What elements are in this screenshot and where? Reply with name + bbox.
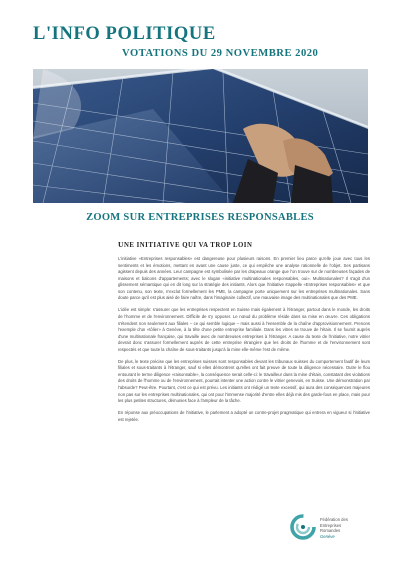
article-paragraph: De plus, le texte précise que les entreprises suisses sont responsables devant les tribunaux suisses du comportement fautif de leurs filiales et sous-traitants à l'étranger, sauf si elles démontrent qu'elles ont fait preuve de toute la diligence nécessaire. Outre le flou entourant le terme diligence «raisonnable», la conséquence serait celle-ci: le travailleur dans la mine d'étain, constatant des violations des droits de l'homme ou de l'environnement, pourrait intenter une action contre le vitrier genevois, en Suisse. Une démonstration par l'absurde? Peut-être. Pourtant, c'est ce qui est prévu. Les initiants ont rédigé un texte excessif, qui aura des conséquences majeures non pas sur les entreprises multinationales, qui ont pour l'immense majorité d'entre elles déjà mis des garde-fous en place, mais pour les plus petites structures, démunies face à l'ampleur de la tâche. — [118, 358, 370, 404]
article-title-rest: NE INITIATIVE QUI VA TROP LOIN — [123, 242, 253, 249]
section-prefix: ZOOM SUR — [86, 212, 146, 223]
fer-logo-icon — [290, 514, 316, 540]
fer-logo — [290, 514, 370, 554]
article-paragraph: L'idée est simple: s'assurer que les entreprises respectent en Suisse mais également à l'étranger, partout dans le monde, les droits de l'homme et de l'environnement. Difficile de s'y opposer. Le nœud du problème réside dans sa mise en œuvre. Ces obligations s'étendent non seulement aux filiales – ce qui semble logique – mais aussi à l'ensemble de la chaîne d'approvisionnement. Prenons l'exemple d'un «tôlier» à Genève, à la tête d'une petite entreprise familiale. Dans les vitres se trouve de l'étain. Il se fournit auprès d'une multinationale française, qui travaille avec de nombreuses entreprises à l'étranger. A cause du texte de l'initiative, notre vitrier devrait donc s'assurer formellement auprès de cette entreprise étrangère que les droits de l'homme et de l'environnement sont respectés et que toute la chaîne de sous-traitants jusqu'à la mine elle-même l'est de même. — [118, 307, 370, 352]
logo-line: Romandes — [320, 528, 341, 534]
logo-line: Entreprises — [320, 522, 342, 528]
logo-city: Genève — [320, 533, 335, 539]
solar-panels-photo — [33, 69, 368, 203]
article-title — [118, 240, 252, 249]
article-paragraph: L'initiative «Entreprises responsables» est dangereuse pour plusieurs raisons. En premier lieu parce qu'elle joue avec tous les sentiments et les émotions, mettant en avant une cause juste, ce qui empêche une analyse rationnelle de l'objet. Ses partisans agissent depuis des années. Leur campagne est symbolisée par les drapeaux orange que l'on trouve sur de nombreuses façades de maisons et balcons d'appartements; avec le slogan «initiative multinationales responsables, oui». Multinationales? Il s'agit d'un glissement sémantique qui en dit long sur la stratégie des initiants. Alors que l'initiative s'appelle «Entreprises responsables» et que son contenu, son texte, n'exclut formellement les PME, la campagne porte uniquement sur les entreprises multinationales. Sans doute parce qu'il est plus aisé de faire naître, dans l'imaginaire collectif, une mauvaise image des multinationales que des PME. — [118, 256, 370, 301]
newsletter-title: L'INFO POLITIQUE — [33, 24, 216, 44]
section-heading — [0, 212, 400, 223]
logo-line: Fédération des — [320, 517, 348, 522]
article-title-initial: U — [118, 240, 124, 249]
article-paragraph: En réponse aux préoccupations de l'initiative, le parlement a adopté un contre-projet pragmatique qui entrera en vigueur si l'initiative est rejetée. — [118, 410, 370, 422]
solar-panels-image — [33, 69, 368, 203]
section-topic: ENTREPRISES RESPONSABLES — [148, 212, 314, 223]
article-body — [118, 256, 370, 429]
newsletter-subtitle: VOTATIONS DU 29 NOVEMBRE 2020 — [122, 48, 319, 59]
